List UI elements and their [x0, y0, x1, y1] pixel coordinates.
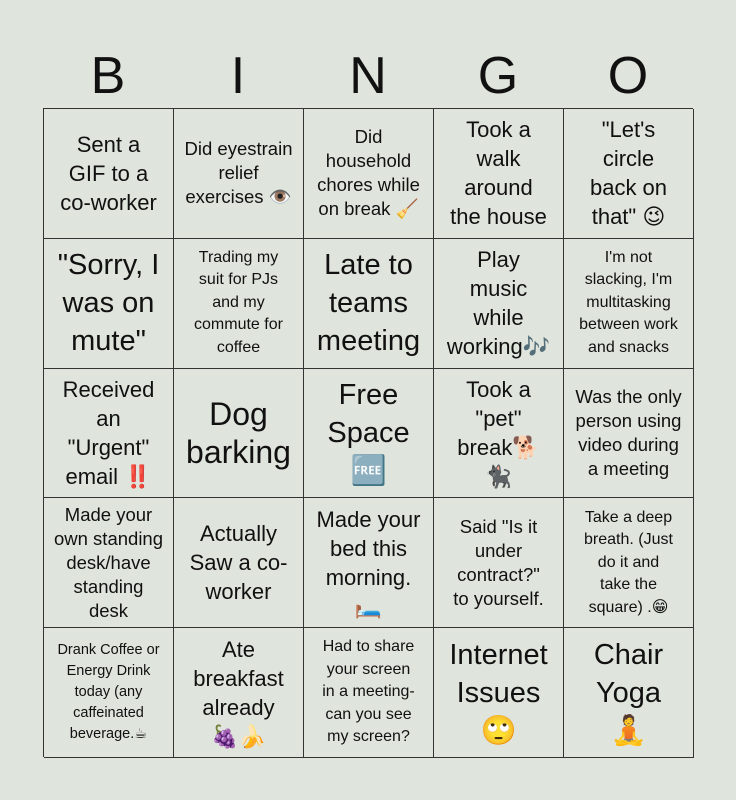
bingo-cell-b5[interactable]: [44, 628, 174, 758]
bingo-cell-i1[interactable]: [174, 109, 304, 239]
bingo-cell-b3[interactable]: [44, 369, 174, 499]
cell-text: Free Space 🆓: [327, 378, 410, 487]
cell-text: Sent a GIF to a co-worker: [60, 131, 157, 215]
cell-text: Internet Issues 🙄: [449, 638, 548, 747]
bingo-cell-g1[interactable]: [434, 109, 564, 239]
cell-text: Had to share your screen in a meeting- can you see my screen?: [322, 638, 415, 746]
bingo-cell-g3[interactable]: [434, 369, 564, 499]
bingo-cell-n4[interactable]: [304, 498, 434, 628]
cell-text: Ate breakfast already 🍇🍌: [193, 636, 284, 749]
bingo-cell-n2[interactable]: [304, 239, 434, 369]
bingo-cell-g2[interactable]: [434, 239, 564, 369]
cell-text: Did household chores while on break 🧹: [317, 126, 420, 220]
bingo-cell-i2[interactable]: [174, 239, 304, 369]
bingo-cell-n1[interactable]: [304, 109, 434, 239]
header-letter-g: G: [477, 47, 519, 105]
cell-text: Actually Saw a co- worker: [189, 521, 288, 605]
cell-text: Received an "Urgent" email ‼️: [62, 376, 155, 489]
bingo-cell-n3[interactable]: [304, 369, 434, 499]
cell-text: Play music while working🎶: [446, 247, 551, 360]
bingo-cell-b4[interactable]: [44, 498, 174, 628]
cell-text: Late to teams meeting: [316, 249, 421, 358]
bingo-cell-g5[interactable]: [434, 628, 564, 758]
cell-text: Was the only person using video during a meeting: [575, 385, 682, 479]
cell-text: Take a deep breath. (Just do it and take the square) .😁: [584, 508, 673, 616]
bingo-cell-o5[interactable]: [564, 628, 694, 758]
cell-text: Dog barking: [186, 395, 291, 470]
header-letter-o: O: [607, 47, 649, 105]
bingo-cell-o1[interactable]: [564, 109, 694, 239]
cell-text: Said "Is it under contract?" to yourself.: [453, 515, 544, 609]
bingo-cell-i3[interactable]: [174, 369, 304, 499]
bingo-header: [43, 44, 693, 108]
cell-text: Took a walk around the house: [450, 117, 547, 230]
cell-text: Made your bed this morning. 🛏️: [316, 506, 421, 619]
bingo-cell-i5[interactable]: [174, 628, 304, 758]
cell-text: Did eyestrain relief exercises 👁️: [184, 138, 293, 208]
bingo-cell-b2[interactable]: [44, 239, 174, 369]
header-letter-b: B: [90, 47, 126, 105]
cell-text: "Let's circle back on that" 😉: [589, 117, 668, 230]
cell-text: I'm not slacking, I'm multitasking between work and snacks: [579, 248, 678, 356]
header-letter-n: N: [349, 47, 387, 105]
cell-text: Chair Yoga 🧘: [593, 638, 664, 747]
bingo-cell-i4[interactable]: [174, 498, 304, 628]
bingo-cell-o3[interactable]: [564, 369, 694, 499]
bingo-cell-o2[interactable]: [564, 239, 694, 369]
bingo-cell-n5[interactable]: [304, 628, 434, 758]
cell-text: Made your own standing desk/have standing desk: [53, 503, 164, 621]
bingo-cell-o4[interactable]: [564, 498, 694, 628]
bingo-cell-b1[interactable]: [44, 109, 174, 239]
cell-text: Drank Coffee or Energy Drink today (any caffeinated beverage.☕: [57, 642, 160, 743]
cell-text: Took a "pet" break🐕 🐈‍⬛: [457, 376, 540, 489]
cell-text: Trading my suit for PJs and my commute for coffee: [194, 248, 283, 356]
cell-text: "Sorry, I was on mute": [57, 249, 160, 358]
bingo-board: [43, 108, 693, 757]
bingo-cell-g4[interactable]: [434, 498, 564, 628]
header-letter-i: I: [230, 47, 246, 105]
